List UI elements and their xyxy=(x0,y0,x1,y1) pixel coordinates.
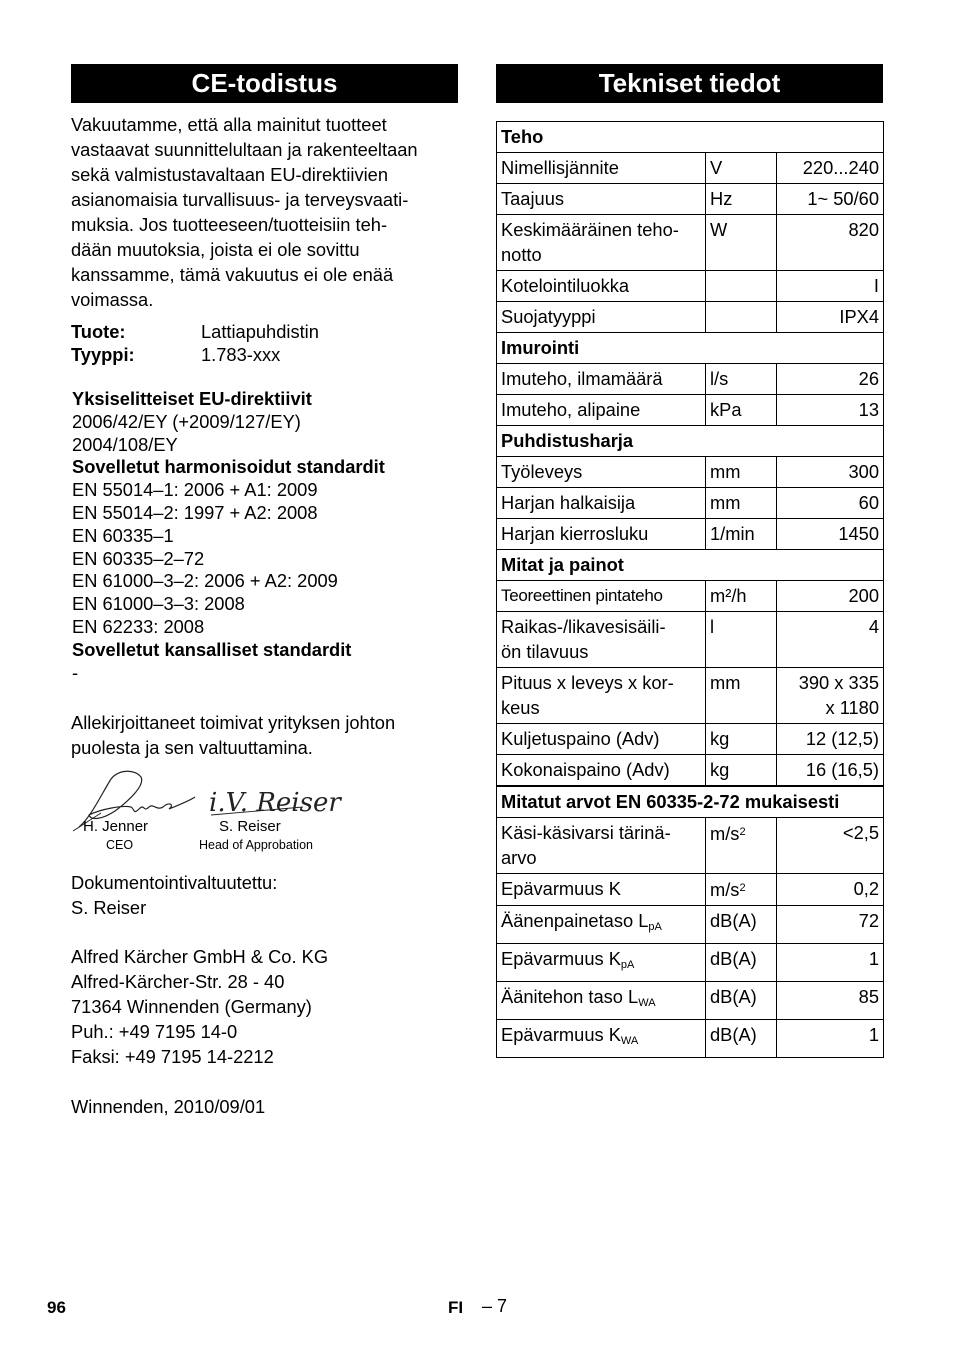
declaration-intro xyxy=(71,112,461,312)
spec-unit xyxy=(706,215,777,271)
eu-directive-item: 2006/42/EY (+2009/127/EY) xyxy=(72,410,301,432)
signers-statement xyxy=(71,710,461,760)
spec-row xyxy=(497,755,884,787)
company-line: Alfred Kärcher GmbH & Co. KG xyxy=(71,946,329,967)
spec-row xyxy=(497,215,884,271)
spec-unit-text: kg xyxy=(710,759,730,780)
section-heading: Mitat ja painot xyxy=(497,550,884,581)
harmonised-standard-item: EN 62233: 2008 xyxy=(72,615,205,637)
spec-name-text: Pituus x leveys x kor- keus xyxy=(501,672,674,718)
harmonised-standard-item: EN 55014–1: 2006 + A1: 2009 xyxy=(72,479,318,501)
spec-row xyxy=(497,457,884,488)
spec-row xyxy=(497,488,884,519)
ce-declaration-title: CE-todistus xyxy=(71,64,458,103)
national-standards-value: - xyxy=(72,661,79,683)
eu-directive-item: 2004/108/EY xyxy=(72,433,178,455)
spec-value: 1 xyxy=(777,944,884,982)
spec-value: 4 xyxy=(777,612,884,668)
spec-unit-text: 1/min xyxy=(710,523,755,544)
spec-value: 26 xyxy=(777,364,884,395)
intro-line: muksia. Jos tuotteeseen/tuotteisiin teh- xyxy=(71,214,388,235)
signatures xyxy=(71,765,371,860)
spec-unit-text: l xyxy=(710,616,715,637)
spec-unit-text: m/s xyxy=(710,879,740,900)
company-line: Puh.: +49 7195 14-0 xyxy=(71,1021,238,1042)
spec-name xyxy=(497,755,706,787)
national-standards-heading: Sovelletut kansalliset standardit xyxy=(72,638,352,660)
spec-unit-text: dB(A) xyxy=(710,910,757,931)
company-address xyxy=(71,944,461,1069)
harmonised-standards-heading: Sovelletut harmonisoidut standardit xyxy=(72,456,385,478)
spec-unit-text: l/s xyxy=(710,368,729,389)
spec-value: 12 (12,5) xyxy=(777,724,884,755)
spec-name xyxy=(497,982,706,1020)
spec-name-text: Imuteho, alipaine xyxy=(501,399,641,420)
directives-block xyxy=(72,388,462,684)
spec-name xyxy=(497,874,706,906)
spec-name-text: Imuteho, ilmamäärä xyxy=(501,368,663,389)
spec-name xyxy=(497,302,706,333)
spec-row xyxy=(497,906,884,944)
spec-name xyxy=(497,668,706,724)
spec-name-text: Äänenpainetaso L xyxy=(501,910,649,931)
spec-value: 1 xyxy=(777,1020,884,1058)
spec-unit xyxy=(706,581,777,612)
section-heading: Imurointi xyxy=(497,333,884,364)
spec-unit-text: dB(A) xyxy=(710,948,757,969)
spec-name xyxy=(497,612,706,668)
spec-unit-text: W xyxy=(710,219,728,240)
section-heading: Puhdistusharja xyxy=(497,426,884,457)
spec-unit xyxy=(706,519,777,550)
spec-name-text: Raikas-/likavesisäili- ön tilavuus xyxy=(501,616,666,662)
spec-unit-text: V xyxy=(710,157,723,178)
spec-unit xyxy=(706,818,777,874)
harmonised-standard-item: EN 61000–3–3: 2008 xyxy=(72,593,245,615)
spec-value: 1450 xyxy=(777,519,884,550)
spec-unit xyxy=(706,457,777,488)
page-number: 96 xyxy=(47,1298,66,1317)
spec-unit-text: m²/h xyxy=(710,585,747,606)
type-value: 1.783-xxx xyxy=(201,344,281,365)
section-page-number: – 7 xyxy=(482,1296,508,1316)
spec-name xyxy=(497,488,706,519)
section-heading-row xyxy=(497,333,884,364)
spec-unit xyxy=(706,944,777,982)
spec-name xyxy=(497,818,706,874)
spec-row xyxy=(497,874,884,906)
section-heading-row xyxy=(497,786,884,818)
spec-value: 820 xyxy=(777,215,884,271)
section-heading-row xyxy=(497,426,884,457)
spec-unit xyxy=(706,184,777,215)
spec-name xyxy=(497,581,706,612)
spec-value: 200 xyxy=(777,581,884,612)
spec-unit-text: dB(A) xyxy=(710,1024,757,1045)
spec-row xyxy=(497,818,884,874)
spec-unit xyxy=(706,364,777,395)
spec-value: 85 xyxy=(777,982,884,1020)
spec-value: 300 xyxy=(777,457,884,488)
spec-unit xyxy=(706,874,777,906)
spec-unit-text: kPa xyxy=(710,399,742,420)
product-info xyxy=(71,320,461,366)
spec-name xyxy=(497,724,706,755)
signature-reiser: i.V. Reiser xyxy=(209,788,341,818)
spec-unit xyxy=(706,1020,777,1058)
harmonised-standard-item: EN 60335–1 xyxy=(72,524,174,546)
spec-unit xyxy=(706,271,777,302)
spec-name xyxy=(497,153,706,184)
spec-row xyxy=(497,153,884,184)
intro-line: sekä valmistustavaltaan EU-direktiivien xyxy=(71,164,389,185)
spec-unit xyxy=(706,906,777,944)
spec-name-text: Äänitehon taso L xyxy=(501,986,639,1007)
harmonised-standard-item: EN 61000–3–2: 2006 + A2: 2009 xyxy=(72,570,338,592)
doc-rep-line: S. Reiser xyxy=(71,897,147,918)
intro-line: Vakuutamme, että alla mainitut tuotteet xyxy=(71,114,387,135)
spec-name xyxy=(497,215,706,271)
spec-unit xyxy=(706,153,777,184)
spec-row xyxy=(497,581,884,612)
spec-unit-superscript: 2 xyxy=(739,882,746,894)
spec-unit-text: mm xyxy=(710,672,741,693)
spec-unit xyxy=(706,668,777,724)
spec-name xyxy=(497,519,706,550)
spec-name-text: Taajuus xyxy=(501,188,565,209)
spec-unit-superscript: 2 xyxy=(739,826,746,838)
spec-unit xyxy=(706,302,777,333)
technical-data-title: Tekniset tiedot xyxy=(496,64,883,103)
spec-row xyxy=(497,364,884,395)
harmonised-standard-item: EN 60335–2–72 xyxy=(72,547,205,569)
spec-name-text: Kokonaispaino (Adv) xyxy=(501,759,670,780)
spec-unit xyxy=(706,755,777,787)
signer2-name: S. Reiser xyxy=(219,818,281,835)
intro-line: asianomaisia turvallisuus- ja terveysvaati- xyxy=(71,189,409,210)
intro-line: vastaavat suunnittelultaan ja rakenteeltaan xyxy=(71,139,418,160)
documentation-representative xyxy=(71,870,461,920)
spec-value: 220...240 xyxy=(777,153,884,184)
spec-row xyxy=(497,184,884,215)
section-heading: Mitatut arvot EN 60335-2-72 mukaisesti xyxy=(497,786,884,818)
signer1-name: H. Jenner xyxy=(83,818,149,835)
spec-name-text: Epävarmuus K xyxy=(501,948,621,969)
spec-name-text: Kotelointiluokka xyxy=(501,275,630,296)
spec-name xyxy=(497,364,706,395)
spec-value: 1~ 50/60 xyxy=(777,184,884,215)
spec-row xyxy=(497,395,884,426)
spec-name-subscript: pA xyxy=(620,959,635,971)
doc-rep-line: Dokumentointivaltuutettu: xyxy=(71,872,278,893)
spec-name-text: Käsi-käsivarsi tärinä- arvo xyxy=(501,822,671,868)
spec-value: 13 xyxy=(777,395,884,426)
spec-name-text: Teoreettinen pintateho xyxy=(501,586,663,605)
spec-name-text: Nimellisjännite xyxy=(501,157,619,178)
spec-name xyxy=(497,1020,706,1058)
harmonised-standard-item: EN 55014–2: 1997 + A2: 2008 xyxy=(72,501,318,523)
company-line: 71364 Winnenden (Germany) xyxy=(71,996,312,1017)
spec-name xyxy=(497,906,706,944)
spec-name xyxy=(497,457,706,488)
spec-name-text: Suojatyyppi xyxy=(501,306,596,327)
signer2-role: Head of Approbation xyxy=(199,838,313,852)
spec-row xyxy=(497,724,884,755)
spec-unit-text: mm xyxy=(710,461,741,482)
technical-data-table xyxy=(496,121,884,1058)
product-label: Tuote: xyxy=(71,321,126,342)
intro-line: kanssamme, tämä vakuutus ei ole enää xyxy=(71,264,394,285)
spec-name xyxy=(497,944,706,982)
spec-unit xyxy=(706,612,777,668)
spec-name xyxy=(497,395,706,426)
spec-row xyxy=(497,271,884,302)
spec-name-text: Harjan kierrosluku xyxy=(501,523,649,544)
spec-name-text: Harjan halkaisija xyxy=(501,492,636,513)
spec-unit-text: m/s xyxy=(710,823,740,844)
spec-unit-text: Hz xyxy=(710,188,733,209)
spec-unit xyxy=(706,488,777,519)
spec-row xyxy=(497,1020,884,1058)
spec-value: 390 x 335 x 1180 xyxy=(777,668,884,724)
spec-value: 60 xyxy=(777,488,884,519)
eu-directives-heading: Yksiselitteiset EU-direktiivit xyxy=(72,388,312,409)
spec-name-text: Kuljetuspaino (Adv) xyxy=(501,728,660,749)
spec-value: 16 (16,5) xyxy=(777,755,884,787)
intro-line: dään muutoksia, joista ei ole sovittu xyxy=(71,239,360,260)
spec-name-text: Keskimääräinen teho- notto xyxy=(501,219,679,265)
spec-name xyxy=(497,271,706,302)
place-and-date: Winnenden, 2010/09/01 xyxy=(71,1096,266,1117)
spec-row xyxy=(497,519,884,550)
spec-unit-text: mm xyxy=(710,492,741,513)
spec-row xyxy=(497,302,884,333)
signer1-role: CEO xyxy=(106,838,134,852)
spec-unit xyxy=(706,724,777,755)
spec-row xyxy=(497,944,884,982)
spec-value: 0,2 xyxy=(777,874,884,906)
spec-name-text: Epävarmuus K xyxy=(501,1024,621,1045)
spec-name-subscript: WA xyxy=(638,997,656,1009)
section-heading-row xyxy=(497,122,884,153)
language-code: FI xyxy=(448,1298,464,1317)
spec-name-subscript: pA xyxy=(648,921,662,933)
spec-name-subscript: WA xyxy=(620,1035,639,1047)
company-line: Alfred-Kärcher-Str. 28 - 40 xyxy=(71,971,285,992)
spec-name xyxy=(497,184,706,215)
spec-value: 72 xyxy=(777,906,884,944)
intro-line: voimassa. xyxy=(71,289,154,310)
spec-value: IPX4 xyxy=(777,302,884,333)
spec-row xyxy=(497,982,884,1020)
type-label: Tyyppi: xyxy=(71,344,135,365)
section-heading-row xyxy=(497,550,884,581)
spec-value: I xyxy=(777,271,884,302)
section-heading: Teho xyxy=(497,122,884,153)
spec-unit xyxy=(706,982,777,1020)
signers-line: puolesta ja sen valtuuttamina. xyxy=(71,737,313,758)
spec-unit-text: dB(A) xyxy=(710,986,757,1007)
spec-row xyxy=(497,668,884,724)
spec-name-text: Työleveys xyxy=(501,461,583,482)
signers-line: Allekirjoittaneet toimivat yrityksen johton xyxy=(71,712,396,733)
spec-value: <2,5 xyxy=(777,818,884,874)
product-value: Lattiapuhdistin xyxy=(201,321,319,342)
spec-unit xyxy=(706,395,777,426)
spec-row xyxy=(497,612,884,668)
spec-name-text: Epävarmuus K xyxy=(501,878,621,899)
company-line: Faksi: +49 7195 14-2212 xyxy=(71,1046,274,1067)
spec-unit-text: kg xyxy=(710,728,730,749)
